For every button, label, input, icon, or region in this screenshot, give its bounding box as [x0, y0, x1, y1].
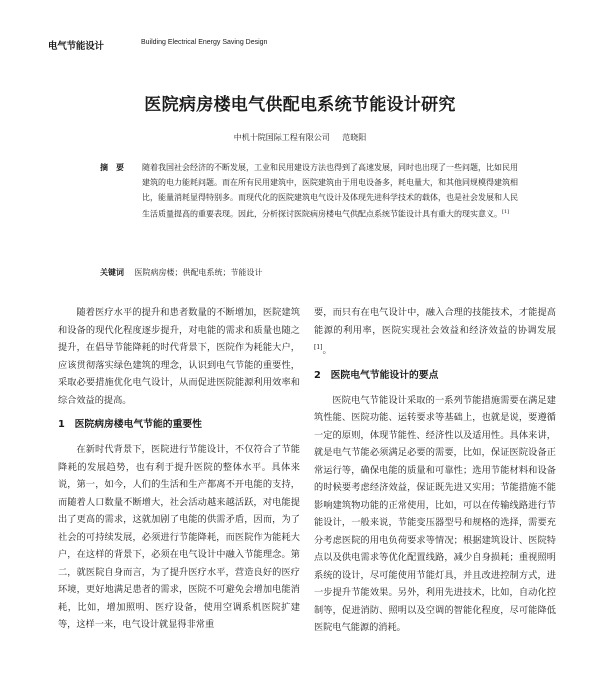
- keywords-label: 关键词: [100, 268, 124, 277]
- abstract-text: [142, 160, 518, 222]
- keywords-block: [100, 267, 263, 278]
- paper-title: 医院病房楼电气供配电系统节能设计研究: [144, 95, 456, 115]
- author-name: 范晓阳: [342, 133, 367, 142]
- intro-paragraph: 随着医疗水平的提升和患者数量的不断增加，医院建筑和设备的现代化程度逐步提升，对电能的需求和质量也随之提升，在倡导节能降耗的时代背景下，医院作为耗能大户，应该贯彻落实绿色建筑的理念，认识到电气节能的重要性，采取必要措施优化电气设计，从而促进医院能源利用效率和综合效益的提高。: [58, 307, 300, 406]
- journal-section-label: 电气节能设计: [48, 41, 104, 52]
- continued-text: 要，而只有在电气设计中，融入合理的技能技术，才能提高能源的利用率，医院实现社会效益和经济效益的协调发展: [314, 307, 556, 336]
- section-1-paragraph: 在新时代背景下，医院进行节能设计，不仅符合了节能降耗的发展趋势，也有利于提升医院的整体水平。具体来说，第一，如今，人们的生活和生产都离不开电能的支持，而随着人口数量不断增大，社会活动越来越活跃，对电能提出了更高的需求，这就加剧了电能的供需矛盾，因而，为了社会的可持续发展，必须进行节能降耗，而医院作为能耗大户，在这样的背景下，必须在电气设计中融入节能理念。第二，就医院自身而言，为了提升医疗水平，营造良好的医疗环境，更好地满足患者的需求，医院不可避免会增加电能消耗，比如，增加照明、医疗设备，使用空调系机医院扩建等，这样一来，电气设计就显得非常重: [58, 444, 300, 630]
- section-1-heading: 1 医院病房楼电气节能的重要性: [58, 419, 202, 430]
- abstract-label: 摘 要: [100, 163, 124, 172]
- abstract-body: 随着我国社会经济的不断发展，工业和民用建设方法也得到了高速发展，同时也出现了一些问题，比如民用建筑的电力能耗问题。而在所有民用建筑中，医院建筑由于用电设备多，耗电量大，和其他同规模得建筑相比，能量消耗显得特别多。而现代化的医院建筑电气设计及体现先进科学技术的载体，也是社会发展和人民生活质量提高的重要表现。因此，分析探讨医院病房楼电气供配点系统节能设计具有重大的现实意义。: [142, 163, 518, 219]
- right-column: [314, 304, 556, 637]
- left-column: [58, 304, 300, 634]
- abstract-citation: [1]: [502, 209, 510, 215]
- section-2-heading: 2 医院电气节能设计的要点: [314, 369, 439, 381]
- affiliation: 中机十院国际工程有限公司: [233, 133, 330, 142]
- continued-end: 。: [322, 345, 332, 357]
- abstract-block: [100, 160, 518, 222]
- running-header: [48, 38, 568, 52]
- section-2-paragraph: 医院电气节能设计采取的一系列节能措施需要在满足建筑性能、医院功能、运转要求等基础上，也就是说，要遵循一定的原则，体现节能性、经济性以及适用性。具体来讲，就是电气节能必须满足必要的需要，比如，保证医院设备正常运行等，确保电能的质量和可靠性；选用节能材料和设备的时候要考虑经济效益，保证既先进又实用；节能措施不能影响建筑物功能的正常使用，比如，可以在传输线路进行节能设计，一般来说，节能变压器型号和规格的选择，需要充分考虑医院的用电负荷要求等情况；根据建筑设计、医院特点以及供电需求等优化配置线路，减少自身损耗；重视照明系统的设计，尽可能使用节能灯具，并且改进控制方式，进一步提升节能效果。另外，利用先进技术，比如，自动化控制等，促进消防、照明以及空调的智能化程度，尽可能降低医院电气能源的消耗。: [314, 394, 556, 634]
- journal-english-name: Building Electrical Energy Saving Design: [141, 39, 268, 46]
- author-line: [0, 132, 600, 143]
- keywords-text: 医院病房楼；供配电系统；节能设计: [134, 268, 263, 277]
- body-citation: [1]: [314, 344, 323, 351]
- continued-paragraph: [314, 304, 556, 360]
